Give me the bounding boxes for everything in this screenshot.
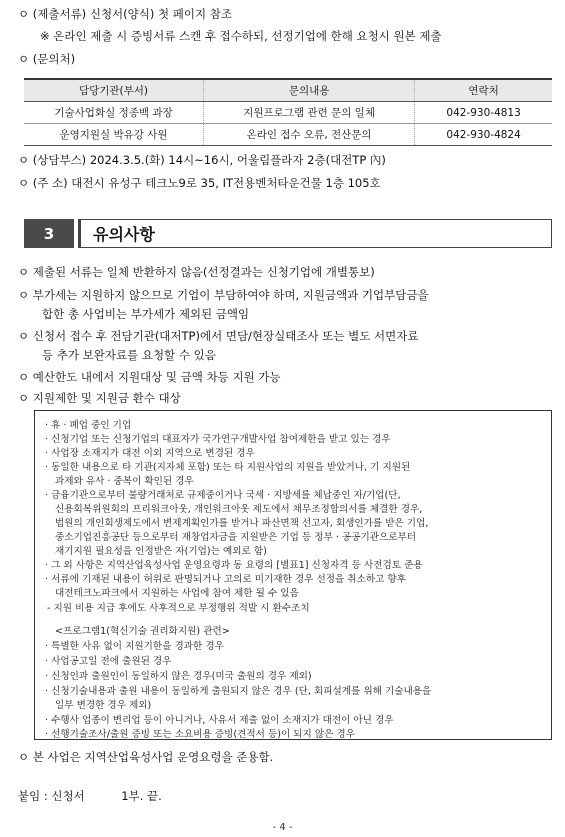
restriction-item: · 동일한 내용으로 타 기관(지자체 포함) 또는 타 지원사업의 지원을 받았거나, 기 지원된 [45,462,411,473]
note-review-line1: ㅇ 신청서 접수 후 전담기관(대저TP)에서 면담/현장실태조사 또는 별도 서면자료 [18,329,419,343]
restriction-item: · 신청기술내용과 출원 내용이 동일하게 출원되지 않은 경우 (단, 회피설계를 위해 기술내용을 [45,686,432,697]
submission-docs-line: ㅇ (제출서류) 신청서(양식) 첫 페이지 참조 [18,7,232,21]
contact-phone: 042-930-4813 [415,102,552,124]
restriction-item-cont: 과제와 유사 · 중복이 확인된 경우 [55,476,194,487]
restriction-box [34,410,552,740]
note-review-line2: 등 추가 보완자료를 요청할 수 있음 [42,348,216,362]
note-vat-line2: 합한 총 사업비는 부가세가 제외된 금액임 [42,307,250,321]
table-row [24,102,552,124]
restriction-item: · 휴 · 폐업 중인 기업 [45,420,132,431]
consult-booth-line: ㅇ (상담부스) 2024.3.5.(화) 14시~16시, 어울림플라자 2층(대전TP 內) [18,153,386,167]
attachment-line: 붙임 : 신청서 1부. 끝. [18,789,162,803]
section-number: 3 [24,219,74,248]
program1-heading: <프로그램1(혁신기술 권리화지원) 관련> [55,626,230,637]
table-row [24,124,552,146]
note-budget: ㅇ 예산한도 내에서 지원대상 및 금액 차등 지원 가능 [18,370,281,384]
contact-phone: 042-930-4824 [415,124,552,146]
restriction-item: · 금융기관으로부터 불량거래처로 규제중이거나 국세 · 지방세를 체납중인 자/기업(단, [45,490,401,501]
contact-department: 운영지원실 박유강 사원 [24,124,204,146]
restriction-subitem: - 지원 비용 지급 후에도 사후적으로 부정행위 적발 시 환수조치 [47,603,310,614]
restriction-item: · 수행사 업종이 변리업 등이 아니거나, 사유서 제출 없이 소재지가 대전이 아닌 경우 [45,715,394,726]
restriction-item: · 선행기술조사/출원 증빙 또는 소요비용 증빙(견적서 등)이 되지 않은 경우 [45,729,355,740]
contact-inquiry: 온라인 접수 오류, 전산문의 [204,124,415,146]
restriction-item: · 신청기업 또는 신청기업의 대표자가 국가연구개발사업 참여제한을 받고 있는 경우 [45,434,391,445]
restriction-item-cont: 중소기업진흥공단 등으로부터 재창업자금을 지원받은 기업 등 정부 · 공공기관으로부터 [55,532,417,543]
restriction-item: · 사업장 소재지가 대전 이외 지역으로 변경된 경우 [45,448,255,459]
restriction-item: · 서류에 기재된 내용이 허위로 판명되거나 고의로 미기재한 경우 선정을 취소하고 향후 [45,574,406,585]
address-line: ㅇ (주 소) 대전시 유성구 테크노9로 35, IT전용벤처타운건물 1층 105호 [18,176,381,190]
restriction-item: · 신청인과 출원인이 동일하지 않은 경우(미국 출원의 경우 제외) [45,671,312,682]
note-vat-line1: ㅇ 부가세는 지원하지 않으므로 기업이 부담하여야 하며, 지원금액과 기업부담금을 [18,288,429,302]
restriction-item-cont: 법원의 개인회생제도에서 변제계획인가를 받거나 파산면책 선고자, 회생인가를 받은 기업, [55,518,429,529]
header-phone: 연락처 [415,79,552,102]
original-note-line: ※ 온라인 제출 시 증빙서류 스캔 후 접수하되, 선정기업에 한해 요청시 원본 제출 [40,29,442,43]
restriction-item-cont: 신용회복위원회의 프리워크아웃, 개인워크아웃 제도에서 채무조정합의서를 체결한 경우, [55,504,423,515]
closing-line: ㅇ 본 사업은 지역산업육성사업 운영요령을 준용함. [18,750,274,764]
header-inquiry: 문의내용 [204,79,415,102]
restriction-item-cont: 재기지원 필요성을 인정받은 자(기업)는 예외로 함) [55,546,267,557]
page-number: - 4 - [272,822,293,833]
restriction-item: · 그 외 사항은 지역산업육성사업 운영요령과 동 요령의 [별표1] 신청자격 등 사전검토 준용 [45,560,423,571]
header-department: 담당기관(부서) [24,79,204,102]
contact-heading: ㅇ (문의처) [18,52,76,66]
contact-table-header [24,79,552,102]
note-no-return: ㅇ 제출된 서류는 일체 반환하지 않음(선정결과는 신청기업에 개별통보) [18,265,375,279]
restriction-item-cont: 일부 변경한 경우 제외) [55,700,152,711]
note-restriction-heading: ㅇ 지원제한 및 지원금 환수 대상 [18,391,181,405]
contact-department: 기술사업화실 정종백 과장 [24,102,204,124]
contact-inquiry: 지원프로그램 관련 문의 일체 [204,102,415,124]
contact-table [24,78,552,146]
restriction-item-cont: 대전테크노파크에서 지원하는 사업에 참여 제한 될 수 있음 [55,588,299,599]
restriction-item: · 사업공고일 전에 출원된 경우 [45,656,172,667]
section-title: 유의사항 [78,219,552,248]
restriction-item: · 특별한 사유 없이 지원기한을 경과한 경우 [45,641,224,652]
